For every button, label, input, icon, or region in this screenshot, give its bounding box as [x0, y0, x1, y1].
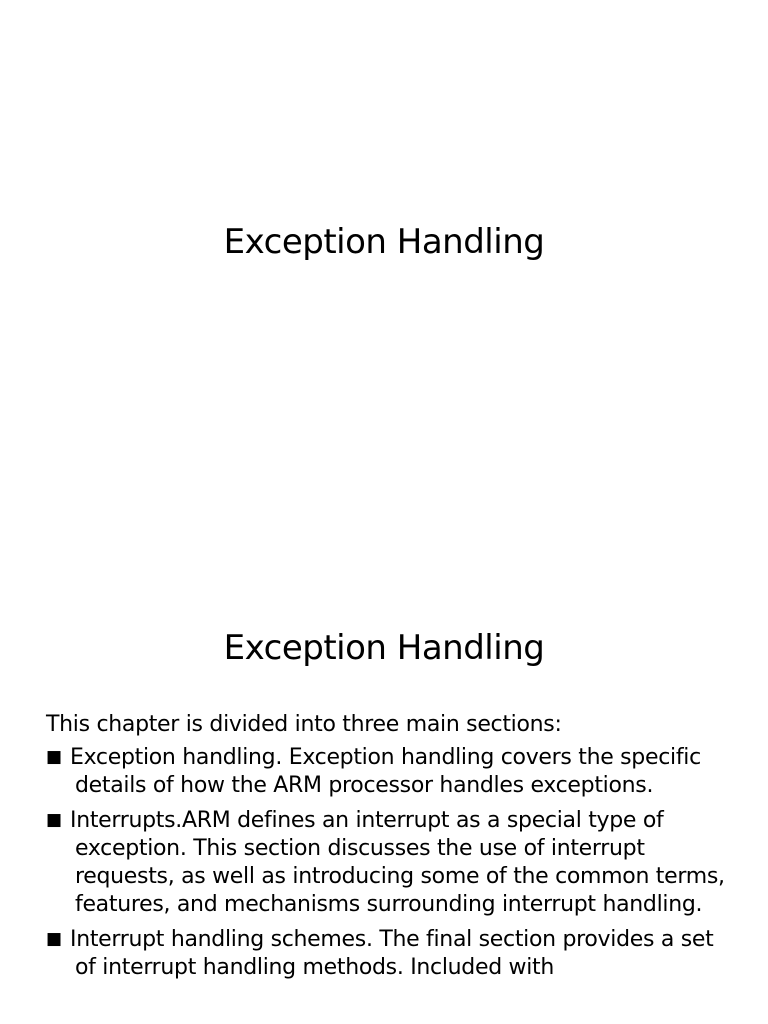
bullet-text: Exception handling. Exception handling covers the specific details of how the ARM processor handles exceptions.: [70, 745, 701, 798]
bullet-item: [46, 925, 736, 982]
bullet-text: Interrupt handling schemes. The final section provides a set of interrupt handling methods. Included with: [70, 927, 714, 980]
bullet-text: Interrupts.ARM defines an interrupt as a special type of exception. This section discusses the use of interrupt requests, as well as introducing some of the common terms, features, and mechanisms surrounding interrupt handling.: [70, 808, 725, 917]
slide-2: [0, 576, 768, 1024]
slide-title: Exception Handling: [223, 222, 545, 262]
bullet-item: [46, 743, 736, 800]
slide-body: [46, 711, 736, 988]
bullet-square-icon: ■: [46, 747, 62, 767]
intro-text: This chapter is divided into three main sections:: [46, 712, 562, 737]
bullet-square-icon: ■: [46, 929, 62, 949]
bullet-square-icon: ■: [46, 810, 62, 830]
bullet-item: [46, 806, 736, 919]
slide-title: Exception Handling: [223, 628, 545, 668]
